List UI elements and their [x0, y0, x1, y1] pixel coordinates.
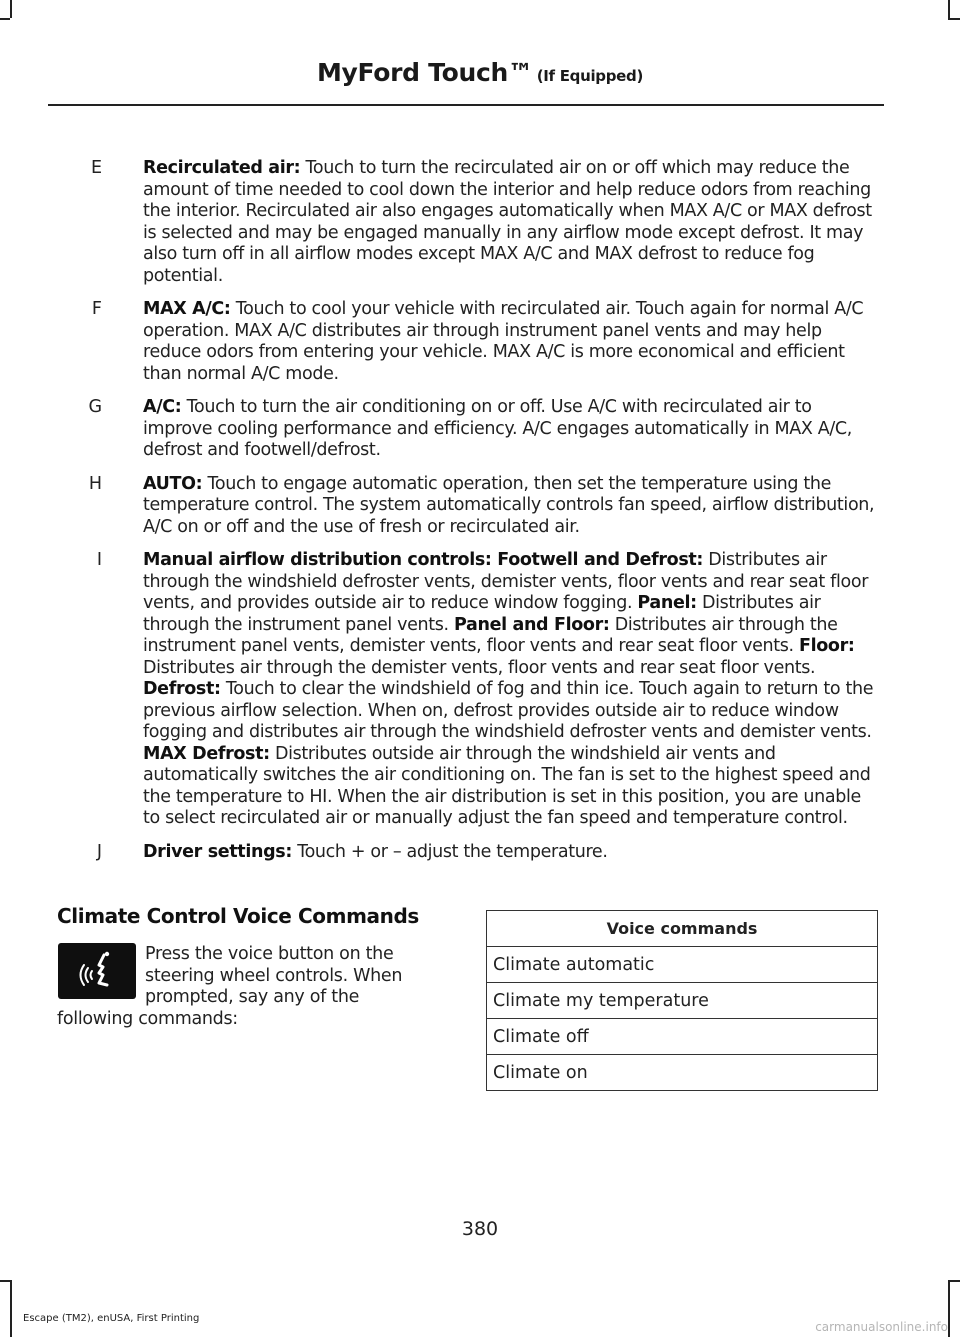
table-row: [487, 947, 878, 983]
voice-instructions-rest: following commands:: [57, 1008, 238, 1029]
page-number: 380: [461, 1218, 499, 1240]
item-body: [143, 397, 875, 462]
voice-instructions-first: Press the voice button on the steering wheel controls. When prompted, say any of the: [145, 944, 403, 1007]
header-rule: [48, 104, 884, 106]
voice-command: Climate my temperature: [487, 983, 878, 1019]
item-text: Touch to cool your vehicle with recirculated air. Touch again for normal A/C operation. MAX A/C distributes air through instrument panel vents and may help reduce odors from entering your vehicle. MAX A/C is more economical and efficient than normal A/C mode.: [143, 299, 864, 384]
footer-text: Escape (TM2), enUSA, First Printing: [23, 1313, 200, 1324]
page-header: [0, 58, 960, 87]
crop-mark-top-left-h: [0, 18, 10, 20]
item-ac: [0, 397, 960, 462]
item-body: [143, 550, 875, 830]
table-row: [487, 983, 878, 1019]
item-max-ac: [0, 299, 960, 385]
term-max-defrost: MAX Defrost:: [143, 743, 270, 764]
voice-button-icon: [58, 943, 136, 999]
item-text: Touch to turn the recirculated air on or off which may reduce the amount of time needed to cool down the interior and help reduce odors from reaching the interior. Recirculated air also engages automatically when MAX A/C or MAX defrost is selected and may be engaged manually in any airflow mode except defrost. It may also turn off in all airflow modes except MAX A/C and MAX defrost to reduce fog potential.: [143, 158, 872, 286]
header-title: MyFord Touch™: [316, 58, 533, 87]
term-panel: Panel:: [637, 593, 697, 613]
item-body: [143, 842, 875, 864]
item-term: Driver settings:: [143, 841, 292, 862]
item-letter: J: [96, 841, 102, 862]
crop-mark-top-right-v: [948, 0, 950, 18]
item-manual-airflow: [0, 550, 960, 830]
crop-mark-bottom-right-h: [948, 1280, 960, 1282]
item-text: Distributes air through the windshield defroster vents, demister vents, floor vents and rear seat floor vents, and provides outside air to reduce window fogging.: [143, 550, 869, 613]
item-term: AUTO:: [143, 473, 203, 494]
table-row: [487, 1055, 878, 1091]
crop-mark-top-left-v: [10, 0, 12, 18]
item-text: Touch to clear the windshield of fog and thin ice. Touch again to return to the previous airflow selection. When on, defrost provides outside air to reduce window fogging and distributes air through the windshield defroster vents and demister vents.: [143, 679, 874, 742]
control-descriptions: [0, 158, 960, 875]
item-text: Touch to turn the air conditioning on or off. Use A/C with recirculated air to improve cooling performance and efficiency. A/C engages automatically in MAX A/C, defrost and footwell/defrost.: [143, 397, 852, 460]
crop-mark-top-right-h: [948, 18, 960, 20]
item-text: Distributes air through the instrument panel vents.: [143, 593, 821, 635]
term-defrost: Defrost:: [143, 679, 221, 699]
item-text: Touch + or – adjust the temperature.: [291, 841, 608, 862]
item-text: Distributes air through the demister vents, floor vents and rear seat floor vents.: [143, 657, 816, 678]
item-recirculated-air: [0, 158, 960, 287]
item-body: [143, 474, 875, 539]
table-header-row: [487, 911, 878, 947]
crop-mark-bottom-right-v: [948, 1280, 950, 1337]
crop-mark-bottom-left-v: [10, 1280, 12, 1337]
term-footwell-defrost: Manual airflow distribution controls: Footwell and Defrost:: [143, 550, 704, 570]
item-text: Touch to engage automatic operation, then set the temperature using the temperature control. The system automatically controls fan speed, airflow distribution, A/C on or off and the use of fresh or recirculated air.: [143, 473, 875, 537]
item-driver-settings: [0, 842, 960, 864]
item-letter: H: [88, 473, 102, 494]
item-term: MAX A/C:: [143, 299, 231, 319]
voice-commands-table: [486, 910, 878, 1091]
item-text: Distributes outside air through the windshield air vents and automatically switches the air conditioning on. The fan is set to the highest speed and the temperature to HI. When the air distribution is set in this position, you are unable to select recirculated air or manually adjust the fan speed and temperature control.: [143, 743, 871, 828]
item-body: [143, 299, 875, 385]
header-subtitle: (If Equipped): [536, 67, 644, 85]
item-letter: G: [88, 397, 102, 417]
item-text: Distributes air through the instrument panel vents, demister vents, floor vents and rear seat floor vents.: [143, 614, 838, 656]
item-body: [143, 158, 875, 287]
item-auto: [0, 474, 960, 539]
table-header: Voice commands: [487, 911, 878, 947]
voice-command: Climate automatic: [487, 947, 878, 983]
item-term: A/C:: [143, 397, 182, 417]
table-row: [487, 1019, 878, 1055]
voice-command: Climate off: [487, 1019, 878, 1055]
section-heading: Climate Control Voice Commands: [57, 904, 419, 928]
item-letter: E: [90, 158, 102, 178]
crop-mark-bottom-left-h: [0, 1280, 10, 1282]
term-floor: Floor:: [798, 636, 855, 656]
item-term: Recirculated air:: [143, 158, 301, 178]
term-panel-and-floor: Panel and Floor:: [454, 614, 610, 635]
voice-command: Climate on: [487, 1055, 878, 1091]
item-letter: F: [91, 299, 102, 319]
watermark: carmanualsonline.info: [815, 1320, 948, 1334]
item-letter: I: [96, 550, 102, 570]
